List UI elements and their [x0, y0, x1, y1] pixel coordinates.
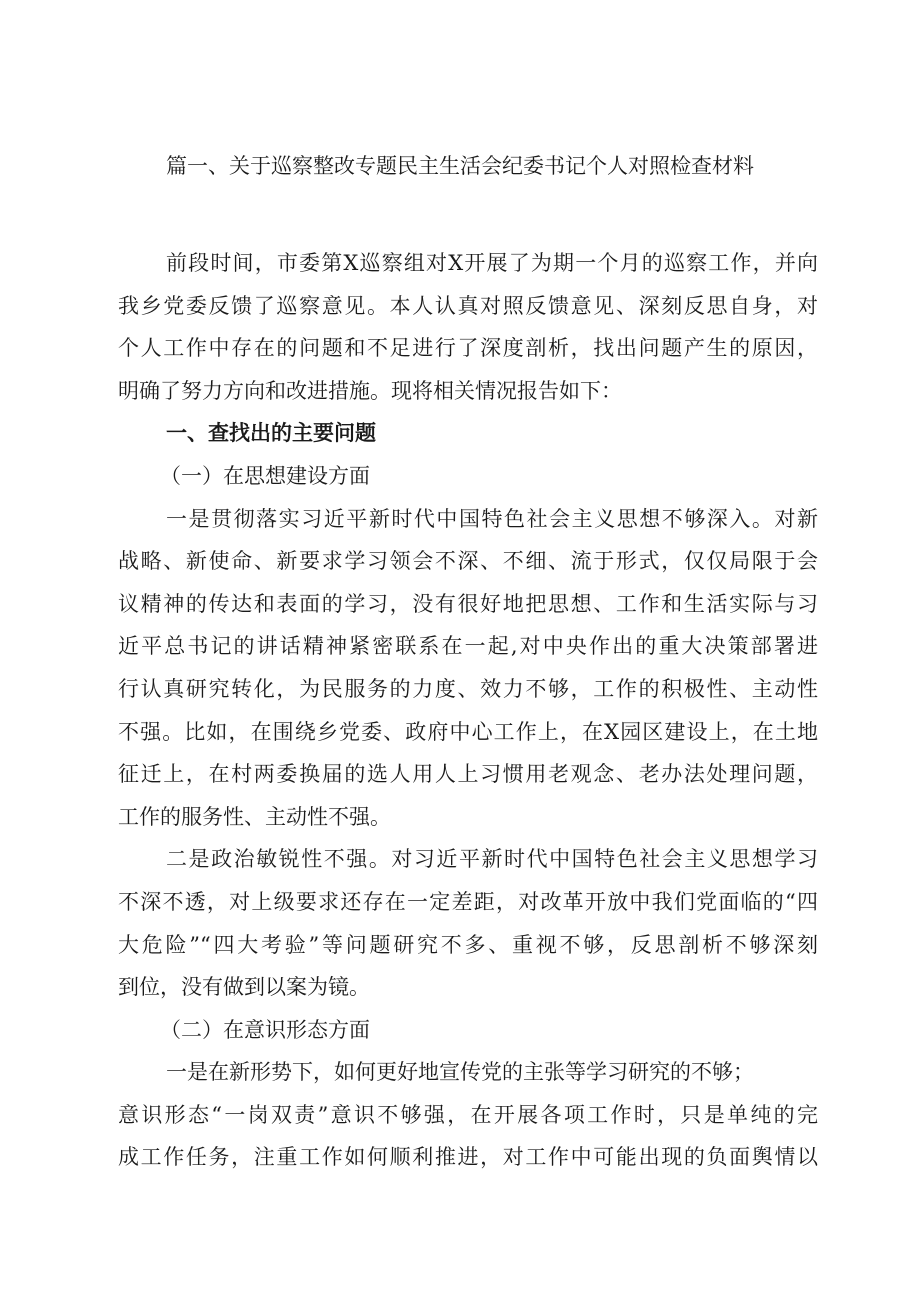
paragraph-line: 二是政治敏锐性不强。对习近平新时代中国特色社会主义思想学习: [166, 847, 818, 872]
subsection-heading: （二）在意识形态方面: [160, 1017, 370, 1042]
paragraph-line: 征迁上，在村两委换届的选人用人上习惯用老观念、老办法处理问题，: [118, 762, 818, 787]
subsection-heading: （一）在思想建设方面: [160, 463, 370, 488]
paragraph-line: 意识形态“一岗双责”意识不够强，在开展各项工作时，只是单纯的完: [118, 1102, 818, 1127]
paragraph-line: 近平总书记的讲话精神紧密联系在一起,对中央作出的重大决策部署进: [118, 634, 818, 659]
paragraph-line: 成工作任务，注重工作如何顺利推进，对工作中可能出现的负面舆情以: [118, 1145, 818, 1170]
section-heading: 一、查找出的主要问题: [166, 421, 376, 446]
paragraph-line: 工作的服务性、主动性不强。: [118, 804, 391, 829]
paragraph-line: 到位，没有做到以案为镜。: [118, 975, 370, 1000]
paragraph-line: 行认真研究转化，为民服务的力度、效力不够，工作的积极性、主动性: [118, 676, 818, 701]
paragraph-line: 我乡党委反馈了巡察意见。本人认真对照反馈意见、深刻反思自身，对: [118, 293, 818, 318]
document-title: 篇一、关于巡察整改专题民主生活会纪委书记个人对照检查材料: [166, 154, 754, 178]
paragraph-line: 一是贯彻落实习近平新时代中国特色社会主义思想不够深入。对新: [166, 506, 818, 531]
paragraph-line: 大危险”“四大考验”等问题研究不多、重视不够，反思剖析不够深刻: [118, 932, 818, 957]
paragraph-line: 一是在新形势下，如何更好地宣传党的主张等学习研究的不够；: [166, 1060, 754, 1085]
paragraph-line: 明确了努力方向和改进措施。现将相关情况报告如下：: [118, 378, 622, 403]
paragraph-line: 议精神的传达和表面的学习，没有很好地把思想、工作和生活实际与习: [118, 591, 818, 616]
paragraph-line: 不强。比如，在围绕乡党委、政府中心工作上，在X园区建设上，在土地: [118, 719, 818, 744]
paragraph-line: 战略、新使命、新要求学习领会不深、不细、流于形式，仅仅局限于会: [118, 549, 818, 574]
paragraph-line: 不深不透，对上级要求还存在一定差距，对改革开放中我们党面临的“四: [118, 889, 818, 914]
paragraph-line: 前段时间，市委第X巡察组对X开展了为期一个月的巡察工作，并向: [166, 251, 818, 275]
paragraph-line: 个人工作中存在的问题和不足进行了深度剖析，找出问题产生的原因，: [118, 336, 818, 361]
document-body: [118, 242, 818, 1179]
